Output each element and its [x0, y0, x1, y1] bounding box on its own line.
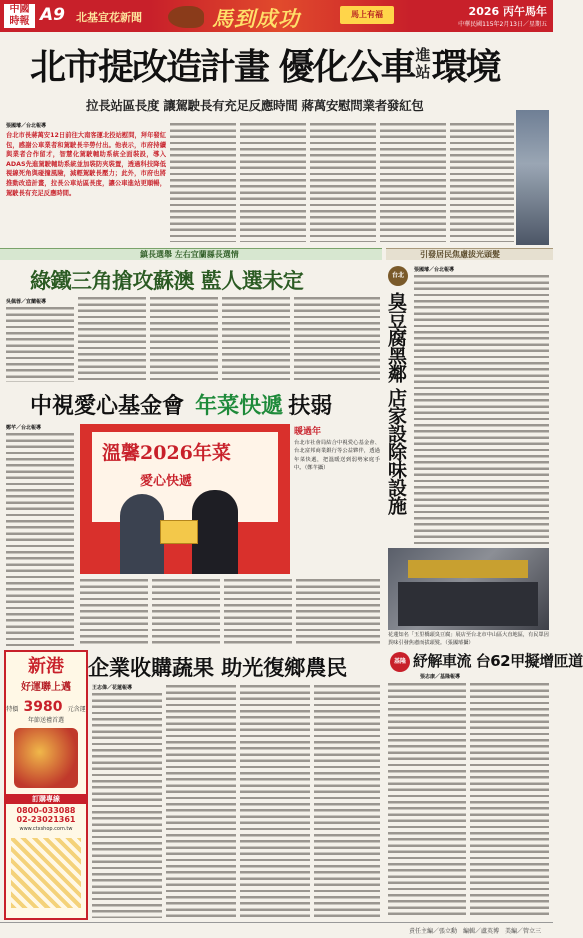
band-left — [0, 248, 382, 260]
keelung-byline: 張志康／基隆報導 — [420, 674, 461, 680]
farm-byline: 王志偉／花蓮報導 — [92, 685, 133, 691]
ad-title: 好運聯上邁 — [21, 682, 71, 693]
ad-note: 年節送禮首選 — [27, 717, 64, 724]
banner-text: 馬到成功 — [212, 6, 300, 31]
charity-headline — [30, 389, 332, 420]
yilan-headline: 綠鐵三角搶攻蘇澳 藍人選未定 — [30, 269, 304, 293]
lucky-tag: 馬上有福 — [340, 6, 394, 24]
yilan-body-col-3 — [150, 296, 218, 382]
lead-headline — [30, 36, 500, 92]
charity-byline: 鄭芊／台北報導 — [6, 425, 42, 431]
ad-price-row — [6, 696, 86, 715]
stinky-caption: 花蓮知名「玉里橋頭臭豆腐」展店至台北市中山區大直地區，有民眾因異味引發焦慮而拔頭髮。（張國璿攝） — [388, 632, 549, 646]
stinky-vertical-headline: 臭豆腐黑鄰 店家設除味設施 — [385, 292, 407, 514]
lead-photo — [516, 110, 549, 245]
lead-headline-main: 北市提改造計畫 優化公車 — [30, 46, 415, 88]
lead-subhead: 拉長站區長度 讓駕駛長有充足反應時間 蔣萬安慰問業者發紅包 — [86, 98, 424, 113]
person-left — [120, 494, 164, 574]
charity-headline-a: 中視愛心基金會 — [30, 394, 185, 419]
keelung-body-col-2 — [470, 682, 549, 918]
charity-body-col-1 — [6, 432, 74, 646]
lead-body-col-2 — [240, 122, 306, 242]
charity-caption-head: 暖過年 — [294, 427, 322, 437]
lead-body-col-1 — [170, 122, 236, 242]
charity-photo-sub: 愛心快遞 — [140, 474, 193, 489]
ad-price-unit: 元含運 — [67, 706, 86, 713]
keelung-tag: 基隆 — [390, 652, 410, 672]
yilan-byline: 吳佩蓉／宜蘭報導 — [6, 299, 47, 305]
ad-phone-2[interactable]: 02-23021361 — [16, 815, 76, 824]
ad-pattern — [11, 838, 81, 908]
ad-price: 3980 — [23, 699, 63, 715]
lead-headline-end: 環境 — [431, 46, 500, 88]
charity-photo — [80, 424, 290, 574]
lead-intro: 台北市長蔣萬安12日前往大南客運北投站慰問，拜年發紅包，感謝公車業者和駕駛長辛勞付出。他表示，市府持續與業者合作留才，智慧化駕駛輔助系統全面裝設，導入ADAS先進駕駛輔助系統並加裝防夾裝置，透過科技降低視線死角與碰撞風險，減輕駕駛長壓力；此外，市府也將推動改造計畫，拉長公車站區長度，讓公車進站更順暢，駕駛長有充足反應時間。 — [6, 132, 166, 197]
charity-body-col-5 — [296, 578, 380, 646]
issue-date: 中華民國115年2月13日／星期五 — [458, 21, 547, 28]
new-year-banner — [150, 0, 410, 32]
logo-line-1: 中國 — [9, 4, 30, 15]
stinky-byline: 張國璿／台北報導 — [414, 267, 455, 273]
farm-headline: 企業收購蔬果 助光復鄉農民 — [88, 656, 348, 680]
ad-phone-1[interactable]: 0800-033088 — [16, 806, 76, 815]
band-right-label: 引發居民焦慮拔光頭髮 — [420, 250, 500, 259]
charity-body-col-4 — [224, 578, 292, 646]
band-left-label: 鎮長選舉 左右宜蘭縣長選情 — [140, 250, 239, 259]
lead-body-col-5 — [450, 122, 514, 242]
lead-headline-small-1: 進 — [415, 46, 431, 64]
lead-body-col-3 — [310, 122, 376, 242]
ad-phone-label: 訂購專線 — [6, 794, 86, 804]
footer-credits: 責任主編／張立勳 編輯／盧英博 美編／管立三 — [408, 928, 541, 935]
lead-byline: 張國璿／台北報導 — [6, 123, 47, 129]
ad-product-image — [14, 728, 78, 788]
farm-body-col-3 — [240, 684, 310, 918]
charity-caption: 台北市社會局結合中視愛心基金會、台北富邦商業銀行等公益夥伴，透過年菜快遞，把溫暖送到弱勢家庭手中。（鄭芊攝） — [294, 440, 380, 472]
shop-sign — [408, 560, 528, 578]
yilan-body-col-1 — [6, 306, 74, 382]
yilan-body-col-2 — [78, 296, 146, 382]
horse-illustration — [168, 6, 204, 28]
lead-headline-small — [416, 47, 431, 81]
band-right — [386, 248, 553, 260]
lead-headline-small-2: 站 — [415, 63, 431, 81]
stinky-body-col-1 — [414, 274, 549, 544]
stinky-tag: 台北 — [388, 266, 408, 286]
charity-headline-c: 扶弱 — [288, 394, 333, 419]
masthead — [0, 0, 553, 32]
yilan-body-col-5 — [294, 296, 380, 382]
logo-line-2: 時報 — [9, 16, 30, 27]
ad-price-label: 特價 — [6, 706, 19, 713]
yilan-body-col-4 — [222, 296, 290, 382]
gift-card — [160, 520, 198, 544]
lead-summary-box — [6, 122, 166, 240]
ad-url[interactable]: www.ctxshop.com.tw — [19, 826, 73, 832]
newspaper-logo — [3, 3, 36, 29]
page-footer — [0, 922, 553, 938]
page-number: A9 — [40, 5, 65, 25]
farm-body-col-4 — [314, 684, 380, 918]
charity-photo-title: 溫馨2026年菜 — [102, 442, 231, 464]
person-right — [192, 490, 238, 574]
farm-body-col-2 — [166, 684, 236, 918]
charity-caption-box — [294, 424, 380, 574]
charity-body-col-2 — [80, 578, 148, 646]
shop-front — [398, 582, 538, 626]
section-name: 北基宜花新聞 — [76, 11, 142, 24]
keelung-body-col-1 — [388, 682, 466, 918]
ad-brand: 新港 — [28, 656, 64, 677]
charity-headline-b: 年菜快遞 — [195, 394, 284, 419]
farm-body-col-1 — [92, 692, 162, 918]
charity-body-col-3 — [152, 578, 220, 646]
product-ad[interactable] — [4, 650, 88, 920]
issue-year: 2026 丙午馬年 — [468, 5, 547, 18]
keelung-headline: 紓解車流 台62甲擬增匝道 — [413, 652, 583, 670]
lead-body-col-4 — [380, 122, 446, 242]
stinky-photo — [388, 548, 549, 630]
